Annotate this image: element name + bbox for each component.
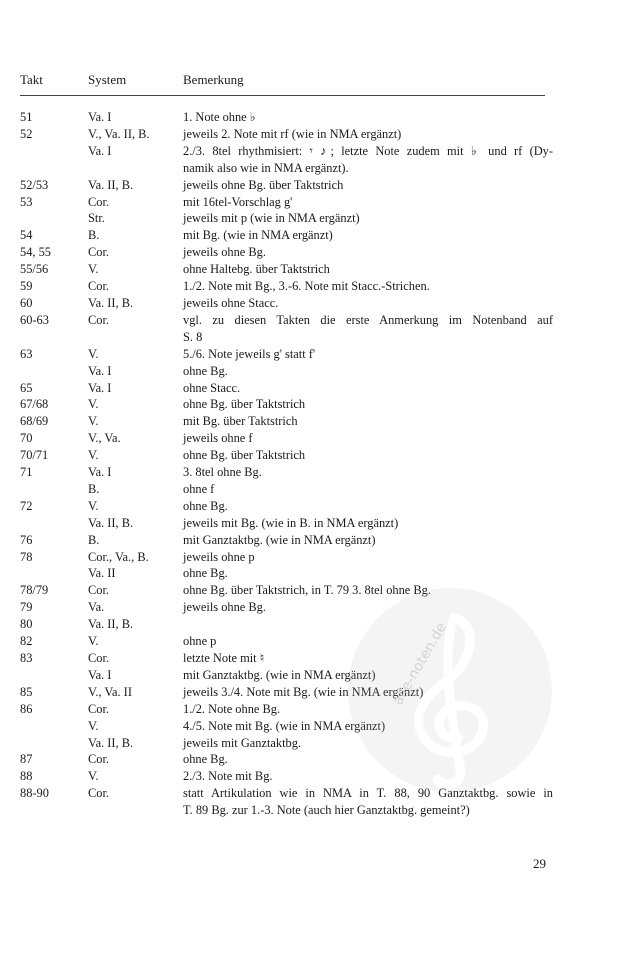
takt-cell: 54, 55 bbox=[20, 245, 51, 260]
table-row bbox=[20, 565, 560, 582]
table-row bbox=[20, 464, 560, 481]
takt-cell: 51 bbox=[20, 110, 33, 124]
bemerkung-cell bbox=[183, 143, 553, 177]
table-row bbox=[20, 295, 560, 312]
bemerkung-cell bbox=[183, 346, 553, 363]
bemerkung-line: vgl. zu diesen Takten die erste Anmerkung im Notenband auf bbox=[183, 312, 553, 327]
table-row bbox=[20, 380, 560, 397]
bemerkung-cell bbox=[183, 498, 553, 515]
header-bemerkung: Bemerkung bbox=[183, 72, 244, 87]
takt-cell: 82 bbox=[20, 634, 33, 649]
system-cell: Va. I bbox=[88, 380, 112, 395]
table-row bbox=[20, 701, 560, 718]
bemerkung-line: 1./2. Note mit Bg., 3.-6. Note mit Stacc.-Strichen. bbox=[183, 279, 430, 294]
system-cell: V. bbox=[88, 262, 99, 277]
table-row bbox=[20, 210, 560, 227]
bemerkung-cell bbox=[183, 227, 553, 244]
table-row bbox=[20, 194, 560, 211]
system-cell: V., Va. II bbox=[88, 684, 132, 699]
takt-cell: 88-90 bbox=[20, 786, 49, 801]
bemerkung-cell bbox=[183, 177, 553, 194]
table-row bbox=[20, 650, 560, 667]
table-row bbox=[20, 599, 560, 616]
bemerkung-cell bbox=[183, 532, 553, 549]
system-cell: V., Va. bbox=[88, 431, 121, 446]
system-cell: Cor. bbox=[88, 194, 109, 209]
bemerkung-line: S. 8 bbox=[183, 329, 203, 344]
bemerkung-cell bbox=[183, 380, 553, 397]
table-row bbox=[20, 785, 560, 819]
table-row bbox=[20, 582, 560, 599]
bemerkung-line: mit Ganztaktbg. (wie in NMA ergänzt) bbox=[183, 667, 376, 682]
bemerkung-cell bbox=[183, 785, 553, 819]
takt-cell: 72 bbox=[20, 498, 33, 513]
bemerkung-line: jeweils mit Bg. (wie in B. in NMA ergänzt) bbox=[183, 515, 399, 530]
takt-cell: 87 bbox=[20, 752, 33, 767]
system-cell: V. bbox=[88, 397, 99, 412]
system-cell: Va. I bbox=[88, 667, 112, 682]
bemerkung-cell bbox=[183, 701, 553, 718]
bemerkung-line: jeweils ohne p bbox=[183, 549, 255, 564]
takt-cell: 83 bbox=[20, 651, 33, 665]
bemerkung-line: ohne Bg. über Taktstrich, in T. 79 3. 8tel ohne Bg. bbox=[183, 583, 431, 598]
bemerkung-cell bbox=[183, 447, 553, 464]
bemerkung-cell bbox=[183, 126, 553, 143]
header-takt: Takt bbox=[20, 72, 43, 87]
table-row bbox=[20, 346, 560, 363]
bemerkung-cell bbox=[183, 430, 553, 447]
table-row bbox=[20, 227, 560, 244]
bemerkung-cell bbox=[183, 735, 553, 752]
takt-cell: 53 bbox=[20, 194, 33, 209]
page-number: 29 bbox=[533, 856, 546, 871]
takt-cell: 65 bbox=[20, 380, 33, 395]
table-row bbox=[20, 633, 560, 650]
bemerkung-line: mit Bg. über Taktstrich bbox=[183, 414, 298, 429]
table-row bbox=[20, 363, 560, 380]
bemerkung-line bbox=[183, 616, 553, 633]
takt-cell: 68/69 bbox=[20, 414, 49, 429]
bemerkung-line: 1./2. Note ohne Bg. bbox=[183, 701, 281, 716]
table-row bbox=[20, 278, 560, 295]
system-cell: Cor. bbox=[88, 279, 109, 294]
header-rule bbox=[20, 95, 545, 96]
watermark-text: alle-noten.de bbox=[390, 619, 451, 708]
remarks-table bbox=[20, 109, 560, 819]
bemerkung-line: jeweils ohne Bg. bbox=[183, 600, 266, 615]
takt-cell: 70/71 bbox=[20, 448, 49, 463]
bemerkung-line: jeweils 3./4. Note mit Bg. (wie in NMA ergänzt) bbox=[183, 684, 424, 699]
bemerkung-cell bbox=[183, 278, 553, 295]
system-cell: Cor., Va., B. bbox=[88, 549, 149, 564]
system-cell: V. bbox=[88, 718, 99, 733]
table-row bbox=[20, 532, 560, 549]
system-cell: B. bbox=[88, 532, 100, 547]
table-row bbox=[20, 177, 560, 194]
system-cell: Va. II, B. bbox=[88, 295, 134, 310]
bemerkung-line: jeweils mit p (wie in NMA ergänzt) bbox=[183, 211, 360, 226]
bemerkung-line: ohne f bbox=[183, 481, 215, 496]
takt-cell: 79 bbox=[20, 600, 33, 615]
system-cell: Va. I bbox=[88, 465, 112, 480]
system-cell: V. bbox=[88, 498, 99, 513]
bemerkung-line: 3. 8tel ohne Bg. bbox=[183, 465, 262, 480]
table-row bbox=[20, 616, 560, 633]
system-cell: V., Va. II, B. bbox=[88, 126, 150, 141]
table-row bbox=[20, 143, 560, 177]
system-cell: Va. I bbox=[88, 143, 112, 158]
takt-cell: 76 bbox=[20, 532, 33, 547]
system-cell: Va. II, B. bbox=[88, 515, 134, 530]
bemerkung-line: statt Artikulation wie in NMA in T. 88, 90 Ganztaktbg. sowie in bbox=[183, 786, 553, 801]
takt-cell: 52 bbox=[20, 126, 33, 141]
bemerkung-line: 1. Note ohne ♭ bbox=[183, 110, 256, 124]
system-cell: Va. II bbox=[88, 566, 116, 581]
system-cell: Str. bbox=[88, 211, 105, 226]
bemerkung-cell bbox=[183, 549, 553, 566]
takt-cell: 60 bbox=[20, 295, 33, 310]
system-cell: V. bbox=[88, 414, 99, 429]
table-row bbox=[20, 718, 560, 735]
bemerkung-cell bbox=[183, 751, 553, 768]
bemerkung-line: ohne Bg. bbox=[183, 752, 228, 767]
bemerkung-cell bbox=[183, 210, 553, 227]
bemerkung-line: jeweils ohne f bbox=[183, 431, 253, 446]
table-row bbox=[20, 109, 560, 126]
system-cell: V. bbox=[88, 769, 99, 784]
bemerkung-cell bbox=[183, 109, 553, 126]
bemerkung-line: 4./5. Note mit Bg. (wie in NMA ergänzt) bbox=[183, 718, 386, 733]
bemerkung-cell bbox=[183, 396, 553, 413]
table-row bbox=[20, 515, 560, 532]
table-row bbox=[20, 413, 560, 430]
table-row bbox=[20, 684, 560, 701]
table-row bbox=[20, 261, 560, 278]
takt-cell: 80 bbox=[20, 617, 33, 632]
bemerkung-line: 5./6. Note jeweils g' statt f' bbox=[183, 346, 316, 361]
system-cell: Va. I bbox=[88, 110, 112, 124]
table-row bbox=[20, 735, 560, 752]
system-cell: Va. II, B. bbox=[88, 735, 134, 750]
system-cell: V. bbox=[88, 346, 99, 361]
bemerkung-cell bbox=[183, 244, 553, 261]
bemerkung-cell bbox=[183, 481, 553, 498]
bemerkung-cell bbox=[183, 582, 553, 599]
bemerkung-cell bbox=[183, 616, 553, 633]
takt-cell: 59 bbox=[20, 279, 33, 294]
takt-cell: 67/68 bbox=[20, 397, 49, 412]
system-cell: Cor. bbox=[88, 312, 109, 327]
takt-cell: 71 bbox=[20, 465, 33, 480]
bemerkung-cell bbox=[183, 194, 553, 211]
table-row bbox=[20, 430, 560, 447]
bemerkung-line: ohne Bg. bbox=[183, 498, 228, 513]
bemerkung-cell bbox=[183, 718, 553, 735]
table-header bbox=[20, 72, 545, 92]
bemerkung-line: namik also wie in NMA ergänzt). bbox=[183, 160, 349, 175]
takt-cell: 54 bbox=[20, 228, 33, 243]
bemerkung-cell bbox=[183, 464, 553, 481]
table-row bbox=[20, 751, 560, 768]
bemerkung-line: jeweils mit Ganztaktbg. bbox=[183, 735, 302, 750]
takt-cell: 85 bbox=[20, 684, 33, 699]
table-row bbox=[20, 498, 560, 515]
system-cell: Cor. bbox=[88, 701, 109, 716]
bemerkung-line: ohne Bg. über Taktstrich bbox=[183, 448, 306, 463]
takt-cell: 60-63 bbox=[20, 312, 49, 327]
bemerkung-cell bbox=[183, 363, 553, 380]
bemerkung-cell bbox=[183, 667, 553, 684]
system-cell: Va. bbox=[88, 600, 105, 615]
system-cell: Cor. bbox=[88, 245, 109, 260]
system-cell: B. bbox=[88, 228, 100, 243]
system-cell: Cor. bbox=[88, 786, 109, 801]
takt-cell: 78/79 bbox=[20, 583, 49, 598]
bemerkung-cell bbox=[183, 768, 553, 785]
takt-cell: 52/53 bbox=[20, 177, 49, 192]
bemerkung-line: jeweils ohne Stacc. bbox=[183, 295, 279, 310]
table-row bbox=[20, 481, 560, 498]
table-row bbox=[20, 667, 560, 684]
system-cell: Va. II, B. bbox=[88, 617, 134, 632]
bemerkung-line: letzte Note mit ♮ bbox=[183, 651, 265, 665]
bemerkung-cell bbox=[183, 261, 553, 278]
bemerkung-line: jeweils ohne Bg. über Taktstrich bbox=[183, 177, 344, 192]
bemerkung-line: jeweils 2. Note mit rf (wie in NMA ergänzt) bbox=[183, 126, 402, 141]
bemerkung-line: ohne Stacc. bbox=[183, 380, 241, 395]
bemerkung-line: ohne Bg. bbox=[183, 363, 228, 378]
table-row bbox=[20, 126, 560, 143]
bemerkung-line: ohne Bg. über Taktstrich bbox=[183, 397, 306, 412]
bemerkung-line: T. 89 Bg. zur 1.-3. Note (auch hier Ganztaktbg. gemeint?) bbox=[183, 803, 470, 818]
takt-cell: 78 bbox=[20, 549, 33, 564]
system-cell: Va. II, B. bbox=[88, 177, 134, 192]
bemerkung-line: 2./3. Note mit Bg. bbox=[183, 769, 273, 784]
bemerkung-cell bbox=[183, 633, 553, 650]
takt-cell: 63 bbox=[20, 346, 33, 361]
system-cell: V. bbox=[88, 448, 99, 463]
system-cell: Cor. bbox=[88, 752, 109, 767]
system-cell: Va. I bbox=[88, 363, 112, 378]
takt-cell: 70 bbox=[20, 431, 33, 446]
table-row bbox=[20, 549, 560, 566]
table-row bbox=[20, 244, 560, 261]
bemerkung-cell bbox=[183, 413, 553, 430]
bemerkung-line: mit Bg. (wie in NMA ergänzt) bbox=[183, 228, 333, 243]
system-cell: Cor. bbox=[88, 583, 109, 598]
bemerkung-cell bbox=[183, 515, 553, 532]
bemerkung-line: jeweils ohne Bg. bbox=[183, 245, 266, 260]
header-system: System bbox=[88, 72, 127, 87]
bemerkung-line: ohne Haltebg. über Taktstrich bbox=[183, 262, 330, 277]
bemerkung-cell bbox=[183, 312, 553, 346]
takt-cell: 55/56 bbox=[20, 262, 49, 277]
bemerkung-cell bbox=[183, 295, 553, 312]
system-cell: B. bbox=[88, 481, 100, 496]
bemerkung-cell bbox=[183, 650, 553, 667]
system-cell: V. bbox=[88, 634, 99, 649]
table-row bbox=[20, 312, 560, 346]
takt-cell: 88 bbox=[20, 769, 33, 784]
table-row bbox=[20, 396, 560, 413]
system-cell: Cor. bbox=[88, 651, 109, 665]
bemerkung-line: ohne p bbox=[183, 634, 217, 649]
bemerkung-cell bbox=[183, 599, 553, 616]
bemerkung-line: mit Ganztaktbg. (wie in NMA ergänzt) bbox=[183, 532, 376, 547]
bemerkung-line: ohne Bg. bbox=[183, 566, 228, 581]
bemerkung-line: mit 16tel-Vorschlag g' bbox=[183, 194, 293, 209]
table-row bbox=[20, 447, 560, 464]
bemerkung-line: 2./3. 8tel rhythmisiert: 𝄾 ♪; letzte Note zudem mit ♭ und rf (Dy- bbox=[183, 143, 553, 158]
table-row bbox=[20, 768, 560, 785]
takt-cell: 86 bbox=[20, 701, 33, 716]
bemerkung-cell bbox=[183, 565, 553, 582]
bemerkung-cell bbox=[183, 684, 553, 701]
